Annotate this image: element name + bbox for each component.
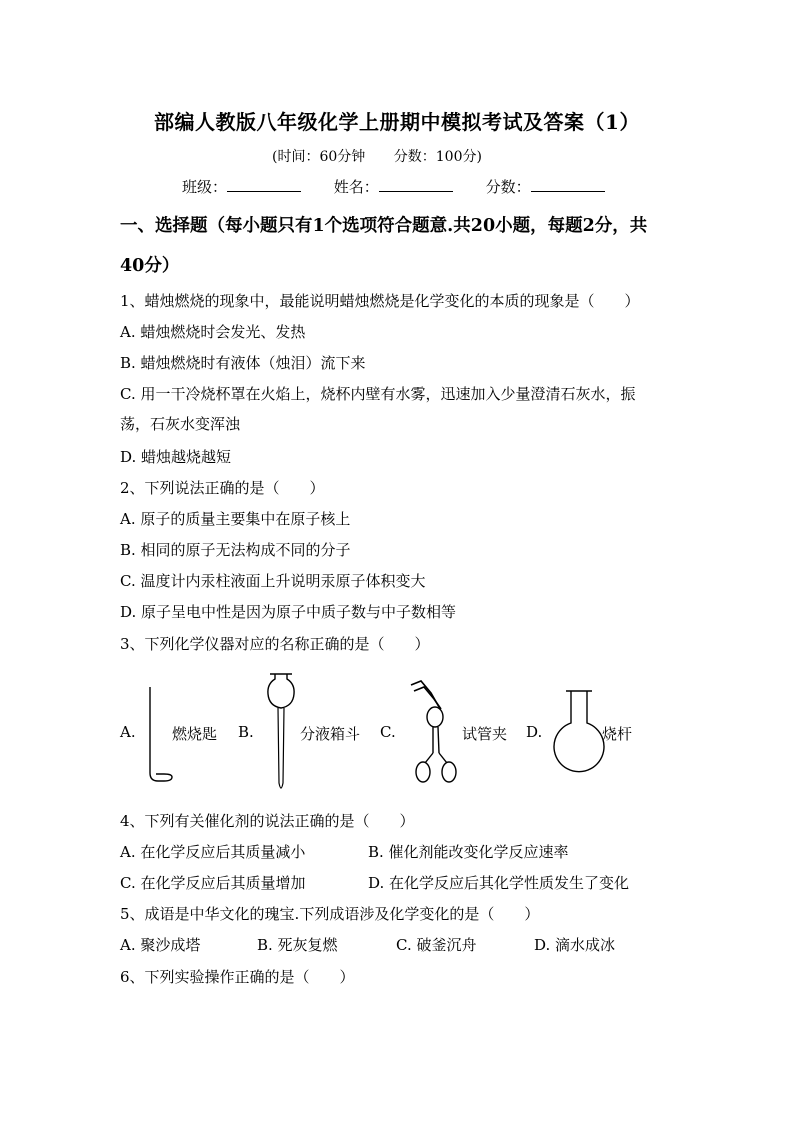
class-label: 班级： xyxy=(182,178,228,196)
q5-stem: 5、成语是中华文化的瑰宝.下列成语涉及化学变化的是（ ） xyxy=(120,905,540,923)
q5-option-a[interactable]: A. 聚沙成塔 xyxy=(120,936,201,954)
class-blank[interactable] xyxy=(227,177,301,192)
q5-option-b[interactable]: B. 死灰复燃 xyxy=(257,936,338,954)
q6-stem: 6、下列实验操作正确的是（ ） xyxy=(120,968,355,986)
q1-option-b[interactable]: B. 蜡烛燃烧时有液体（烛泪）流下来 xyxy=(120,354,366,372)
q3-option-a-name: 燃烧匙 xyxy=(172,725,218,743)
q3-stem: 3、下列化学仪器对应的名称正确的是（ ） xyxy=(120,635,430,653)
q3-option-c-letter[interactable]: C. xyxy=(380,723,396,741)
q3-option-d-letter[interactable]: D. xyxy=(526,723,543,741)
q2-option-d[interactable]: D. 原子呈电中性是因为原子中质子数与中子数相等 xyxy=(120,603,457,621)
score-blank[interactable] xyxy=(531,177,605,192)
q4-option-a[interactable]: A. 在化学反应后其质量减小 xyxy=(120,843,306,861)
q3-option-b-letter[interactable]: B. xyxy=(238,723,254,741)
q2-option-a[interactable]: A. 原子的质量主要集中在原子核上 xyxy=(120,510,351,528)
section-heading-line1: 一、选择题（每小题只有1个选项符合题意.共20小题，每题2分，共 xyxy=(120,216,648,236)
q1-option-a[interactable]: A. 蜡烛燃烧时会发光、发热 xyxy=(120,323,306,341)
name-blank[interactable] xyxy=(379,177,453,192)
name-label: 姓名： xyxy=(333,178,379,196)
student-info-line xyxy=(182,176,633,197)
q4-option-b[interactable]: B. 催化剂能改变化学反应速率 xyxy=(368,843,569,861)
q5-option-c[interactable]: C. 破釜沉舟 xyxy=(396,936,477,954)
q1-option-c-cont: 荡，石灰水变浑浊 xyxy=(120,415,241,433)
section-heading-line2: 40分） xyxy=(120,256,180,276)
round-bottom-flask-icon xyxy=(552,689,606,779)
q4-stem: 4、下列有关催化剂的说法正确的是（ ） xyxy=(120,812,415,830)
exam-time: (时间：60分钟 xyxy=(272,149,366,165)
q3-option-d-name: 烧杆 xyxy=(602,725,633,743)
exam-info xyxy=(0,146,754,166)
q4-option-c[interactable]: C. 在化学反应后其质量增加 xyxy=(120,874,306,892)
q1-option-d[interactable]: D. 蜡烛越烧越短 xyxy=(120,448,232,466)
combustion-spoon-icon xyxy=(142,685,176,785)
q5-option-d[interactable]: D. 滴水成冰 xyxy=(534,936,616,954)
score-label: 分数： xyxy=(485,178,531,196)
q1-stem: 1、蜡烛燃烧的现象中，最能说明蜡烛燃烧是化学变化的本质的现象是（ ） xyxy=(120,292,640,310)
q3-option-b-name: 分液箱斗 xyxy=(300,725,361,743)
q2-option-c[interactable]: C. 温度计内汞柱液面上升说明汞原子体积变大 xyxy=(120,572,426,590)
q3-option-a-letter[interactable]: A. xyxy=(120,723,136,741)
page-title: 部编人教版八年级化学上册期中模拟考试及答案（1） xyxy=(154,110,640,134)
q1-option-c[interactable]: C. 用一干冷烧杯罩在火焰上，烧杯内壁有水雾，迅速加入少量澄清石灰水，振 xyxy=(120,385,636,403)
q4-option-d[interactable]: D. 在化学反应后其化学性质发生了变化 xyxy=(368,874,630,892)
q2-option-b[interactable]: B. 相同的原子无法构成不同的分子 xyxy=(120,541,351,559)
q2-stem: 2、下列说法正确的是（ ） xyxy=(120,479,325,497)
exam-total-score: 分数：100分) xyxy=(393,149,482,165)
separatory-funnel-icon xyxy=(264,671,298,795)
q3-option-c-name: 试管夹 xyxy=(462,725,508,743)
q3-apparatus-row xyxy=(120,675,680,800)
